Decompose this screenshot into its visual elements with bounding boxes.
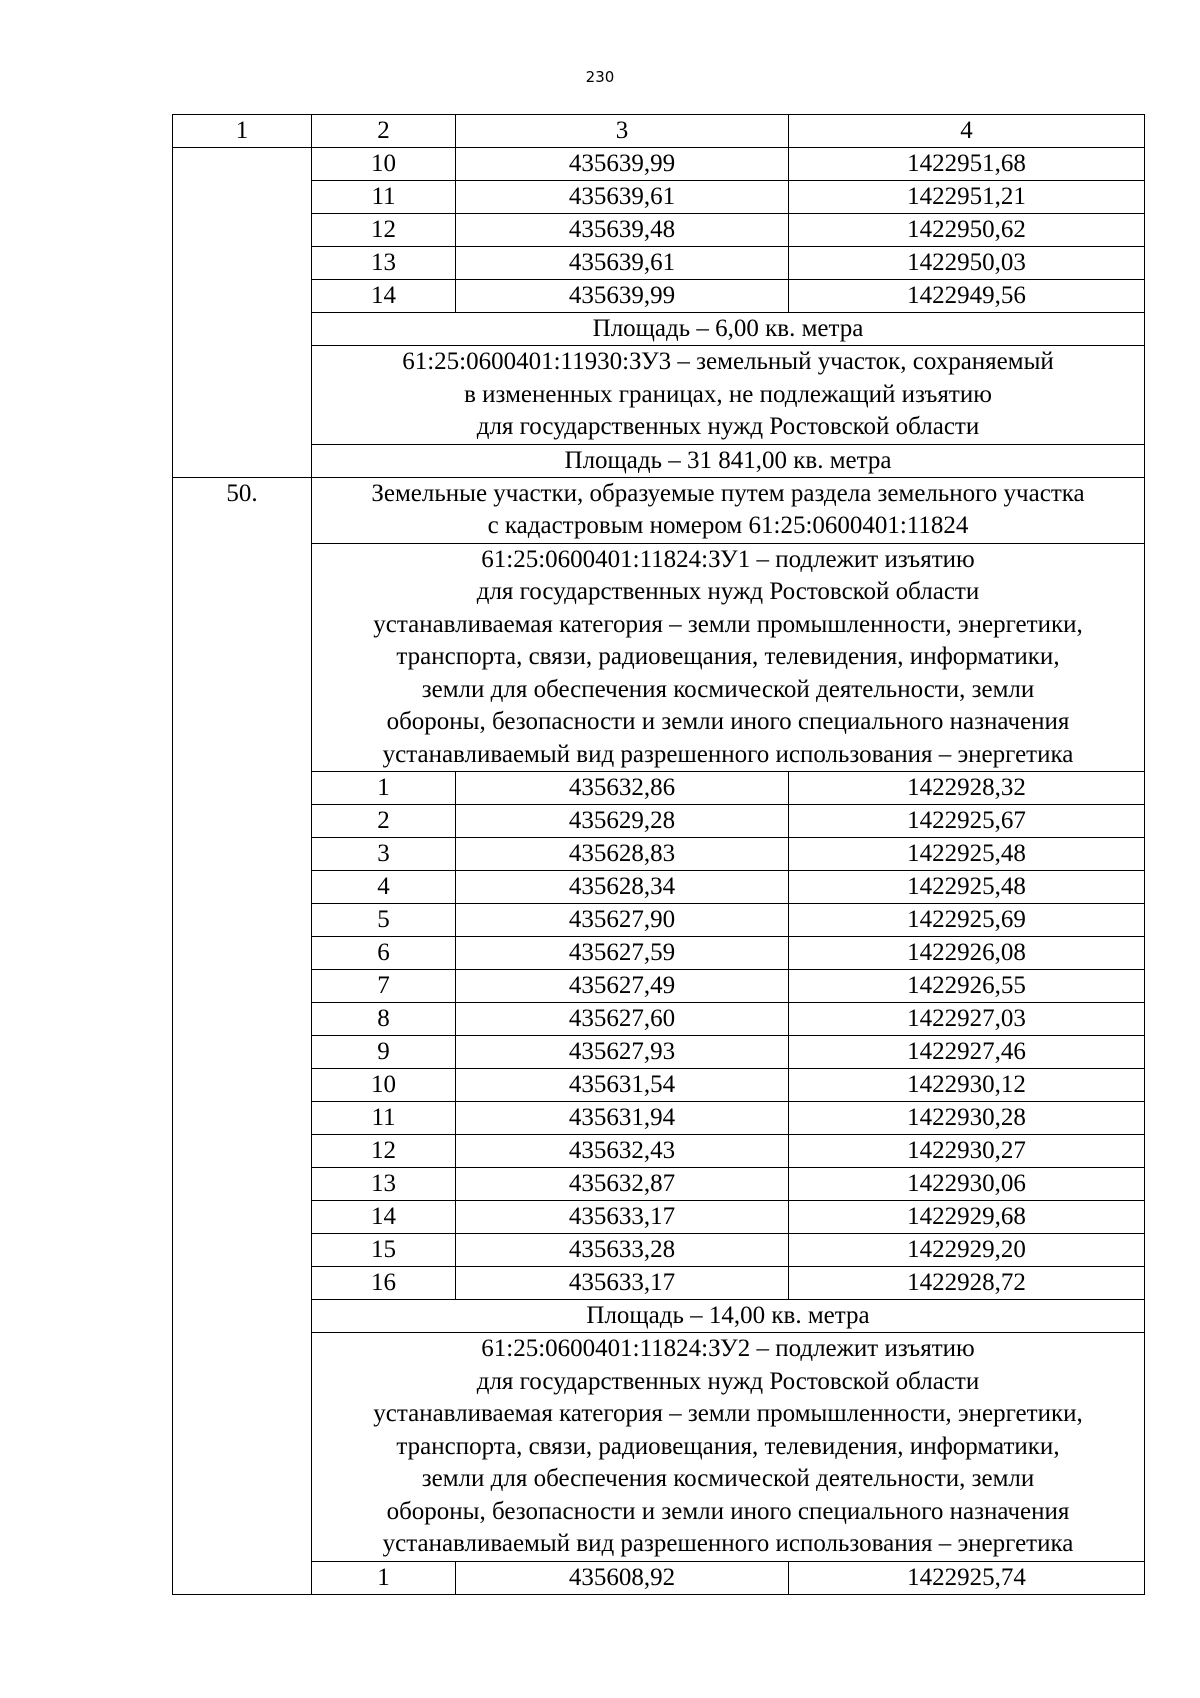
parcel-description-line: устанавливаемая категория – земли промышленности, энергетики, [373,1400,1083,1427]
coord-y: 1422925,48 [789,838,1145,871]
column-header: 4 [789,115,1145,148]
coord-x: 435639,48 [456,214,789,247]
page-number: 230 [585,68,615,86]
coord-x: 435627,93 [456,1036,789,1069]
table-row [173,247,1145,280]
table-row [173,970,1145,1003]
parcel-description-line: земли для обеспечения космической деятельности, земли [421,675,1035,703]
parcel-description-line: обороны, безопасности и земли иного специального назначения [386,708,1070,735]
coord-x: 435639,99 [456,280,789,313]
table-row [173,1069,1145,1102]
parcel-description-line: для государственных нужд Ростовской области [476,578,980,605]
header-row [173,115,1145,148]
coord-y: 1422925,74 [789,1561,1145,1594]
table-row [173,838,1145,871]
coord-x: 435633,17 [456,1267,789,1300]
area-row [173,313,1145,346]
section-title-line: Земельные участки, образуемые путем раздела земельного участка [371,479,1085,507]
coord-y: 1422927,46 [789,1036,1145,1069]
area-text: Площадь – 6,00 кв. метра [312,313,1145,346]
point-number: 1 [312,1561,456,1594]
coord-x: 435629,28 [456,805,789,838]
parcel-description [312,1333,1145,1562]
parcel-description-line: земли для обеспечения космической деятельности, земли [421,1465,1035,1492]
point-number: 2 [312,805,456,838]
point-number: 11 [312,181,456,214]
parcel-description-line: устанавливаемая категория – земли промышленности, энергетики, [373,610,1083,638]
area-text: Площадь – 14,00 кв. метра [312,1300,1145,1333]
table-row [173,1102,1145,1135]
point-number: 14 [312,280,456,313]
coord-x: 435608,92 [456,1561,789,1594]
column-header: 1 [173,115,312,148]
coord-y: 1422929,20 [789,1234,1145,1267]
point-number: 8 [312,1003,456,1036]
table-row [173,1561,1145,1594]
point-number: 12 [312,214,456,247]
column-header: 3 [456,115,789,148]
parcel-description-row [173,1333,1145,1562]
point-number: 3 [312,838,456,871]
coord-y: 1422930,27 [789,1135,1145,1168]
coord-x: 435639,61 [456,181,789,214]
area-text: Площадь – 31 841,00 кв. метра [312,444,1145,477]
coord-y: 1422929,68 [789,1201,1145,1234]
parcel-description-line: для государственных нужд Ростовской области [476,413,980,440]
parcel-description-line: устанавливаемый вид разрешенного использования – энергетика [382,740,1074,768]
coord-y: 1422926,08 [789,937,1145,970]
point-number: 12 [312,1135,456,1168]
point-number: 7 [312,970,456,1003]
coord-y: 1422950,62 [789,214,1145,247]
coord-y: 1422925,67 [789,805,1145,838]
area-row [173,444,1145,477]
coord-x: 435631,94 [456,1102,789,1135]
item-number: 50. [173,477,312,1594]
table-row [173,1234,1145,1267]
point-number: 13 [312,1168,456,1201]
table-row [173,1201,1145,1234]
coord-y: 1422950,03 [789,247,1145,280]
point-number: 10 [312,1069,456,1102]
parcel-description-row [173,543,1145,772]
coord-x: 435639,61 [456,247,789,280]
section-title [312,477,1145,543]
point-number: 9 [312,1036,456,1069]
table-row [173,214,1145,247]
table-row [173,181,1145,214]
coord-x: 435633,17 [456,1201,789,1234]
point-number: 13 [312,247,456,280]
point-number: 11 [312,1102,456,1135]
coord-y: 1422928,72 [789,1267,1145,1300]
table-row [173,805,1145,838]
table-row [173,1135,1145,1168]
point-number: 4 [312,871,456,904]
table-row [173,772,1145,805]
section-title-line: с кадастровым номером 61:25:0600401:11824 [487,512,969,539]
point-number: 10 [312,148,456,181]
table-row [173,1267,1145,1300]
coord-y: 1422928,32 [789,772,1145,805]
coord-y: 1422949,56 [789,280,1145,313]
point-number: 16 [312,1267,456,1300]
coord-x: 435627,59 [456,937,789,970]
area-row [173,1300,1145,1333]
table-row [173,280,1145,313]
table-row [173,1168,1145,1201]
coord-y: 1422930,12 [789,1069,1145,1102]
parcel-description-line: транспорта, связи, радиовещания, телевидения, информатики, [396,1432,1060,1460]
table-row [173,904,1145,937]
table-row [173,148,1145,181]
parcel-description-line: 61:25:0600401:11930:ЗУ3 – земельный участок, сохраняемый [402,348,1054,375]
parcel-description-line: в измененных границах, не подлежащий изъятию [464,380,992,408]
parcel-description-line: устанавливаемый вид разрешенного использования – энергетика [382,1530,1074,1557]
coord-y: 1422925,48 [789,871,1145,904]
point-number: 6 [312,937,456,970]
parcel-description-line: транспорта, связи, радиовещания, телевидения, информатики, [396,643,1060,670]
coord-x: 435639,99 [456,148,789,181]
coord-y: 1422951,68 [789,148,1145,181]
coord-x: 435631,54 [456,1069,789,1102]
coord-y: 1422925,69 [789,904,1145,937]
coordinates-table [172,114,1145,1595]
coord-y: 1422930,28 [789,1102,1145,1135]
coord-x: 435632,86 [456,772,789,805]
coord-y: 1422927,03 [789,1003,1145,1036]
coord-x: 435632,43 [456,1135,789,1168]
parcel-description-row [173,346,1145,445]
parcel-description-line: 61:25:0600401:11824:ЗУ1 – подлежит изъятию [481,545,975,573]
coord-x: 435628,83 [456,838,789,871]
coord-x: 435632,87 [456,1168,789,1201]
coord-x: 435633,28 [456,1234,789,1267]
coord-x: 435627,60 [456,1003,789,1036]
point-number: 5 [312,904,456,937]
parcel-description-line: обороны, безопасности и земли иного специального назначения [386,1497,1070,1525]
previous-item-number-cell [173,148,312,478]
coord-y: 1422926,55 [789,970,1145,1003]
table-row [173,871,1145,904]
parcel-description [312,346,1145,445]
coord-y: 1422930,06 [789,1168,1145,1201]
parcel-description [312,543,1145,772]
point-number: 1 [312,772,456,805]
coord-y: 1422951,21 [789,181,1145,214]
table-row [173,937,1145,970]
table-row [173,1003,1145,1036]
coord-x: 435628,34 [456,871,789,904]
coord-x: 435627,49 [456,970,789,1003]
point-number: 15 [312,1234,456,1267]
table-row [173,1036,1145,1069]
coord-x: 435627,90 [456,904,789,937]
column-header: 2 [312,115,456,148]
section-title-row [173,477,1145,543]
parcel-description-line: для государственных нужд Ростовской области [476,1367,980,1395]
point-number: 14 [312,1201,456,1234]
parcel-description-line: 61:25:0600401:11824:ЗУ2 – подлежит изъятию [481,1335,975,1362]
